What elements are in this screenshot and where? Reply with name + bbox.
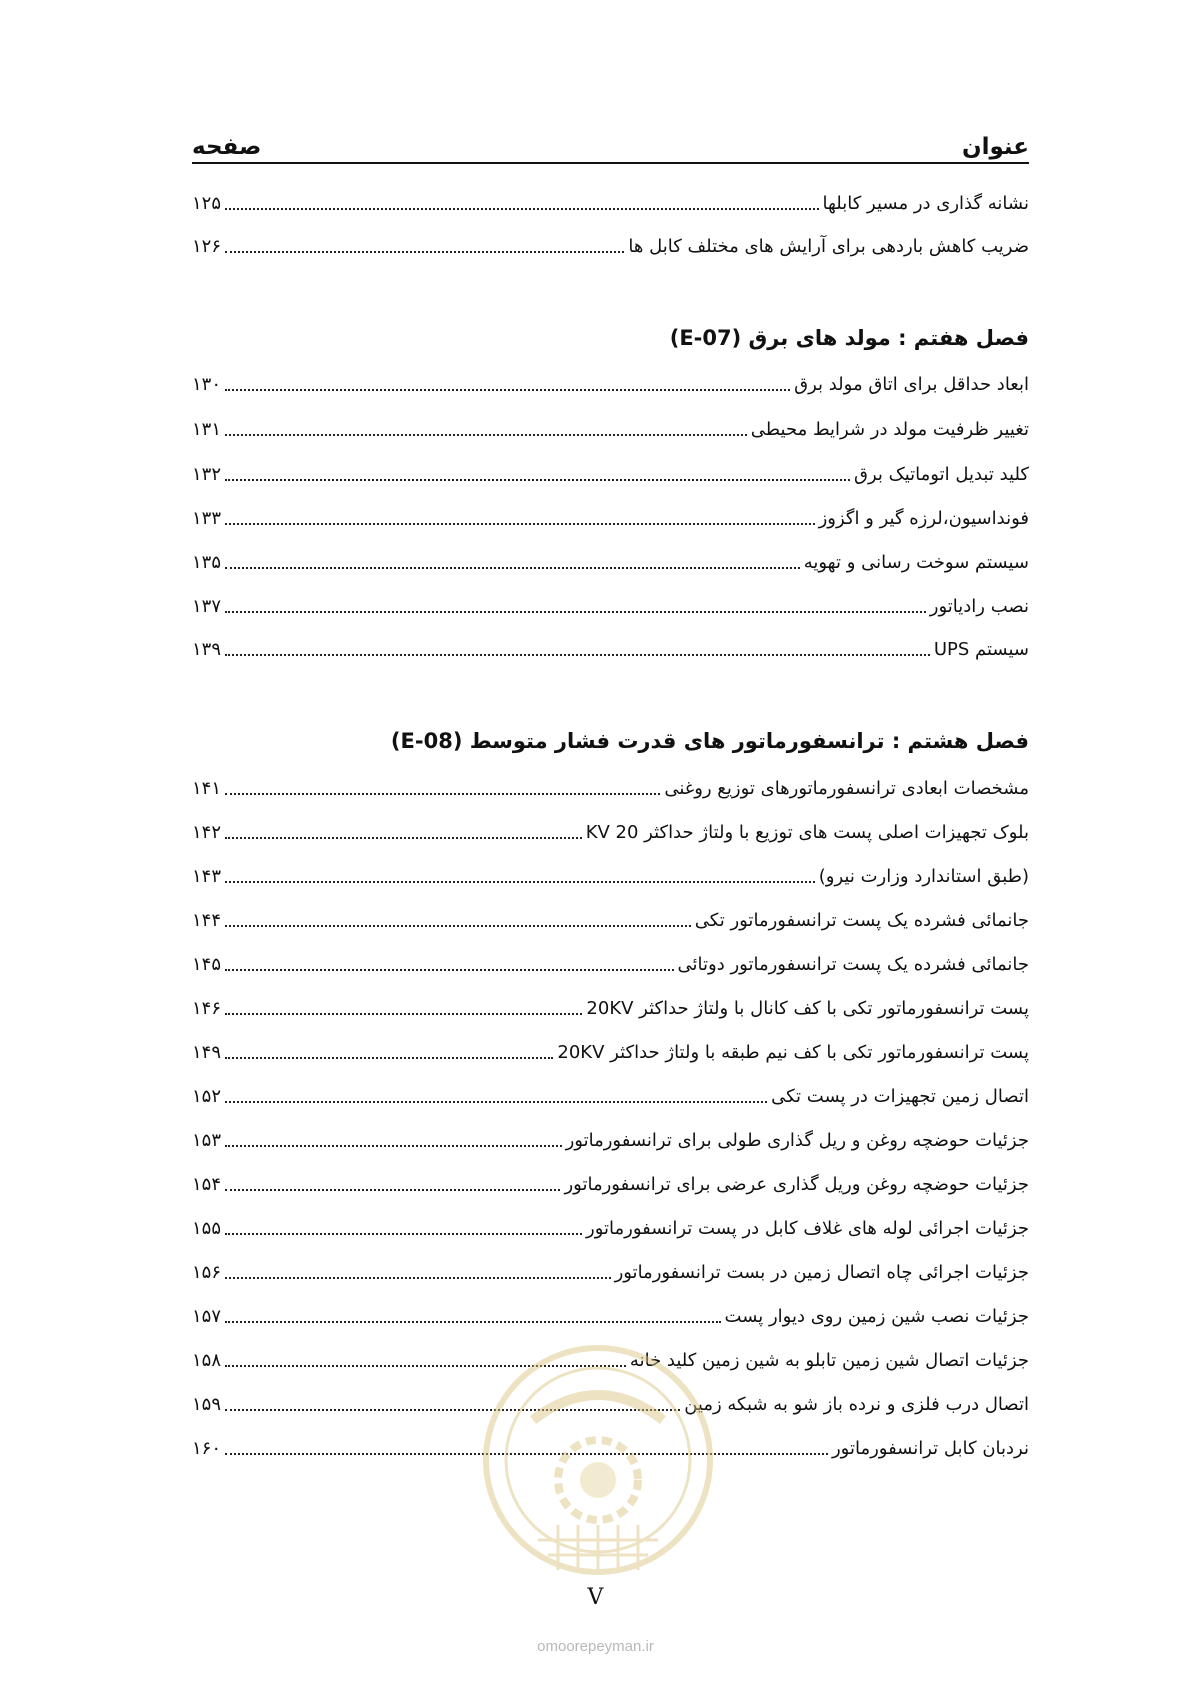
toc-entry-title: ضریب کاهش باردهی برای آرایش های مختلف کابل ها [628, 235, 1029, 257]
toc-leader-dots [225, 1057, 553, 1059]
toc-entry[interactable] [192, 458, 1029, 490]
toc-entry-page: ۱۴۹ [192, 1041, 222, 1063]
toc-entry[interactable] [192, 590, 1029, 622]
toc-entry[interactable] [192, 187, 1029, 219]
toc-entry-title: تغییر ظرفیت مولد در شرایط محیطی [750, 418, 1029, 440]
toc-entry-page: ۱۴۳ [192, 865, 222, 887]
toc-entry-title: جزئیات حوضچه روغن و ریل گذاری طولی برای ترانسفورماتور [565, 1129, 1029, 1151]
toc-leader-dots [225, 654, 930, 656]
toc-entry-title: اتصال زمین تجهیزات در پست تکی [771, 1085, 1029, 1107]
header-title-label: عنوان [961, 134, 1029, 160]
toc-entry-page: ۱۴۵ [192, 953, 222, 975]
toc-entry-page: ۱۴۴ [192, 909, 222, 931]
header-page-label: صفحه [192, 134, 262, 160]
toc-entry-title: جزئیات نصب شین زمین روی دیوار پست [724, 1305, 1029, 1327]
toc-entry[interactable] [192, 1168, 1029, 1200]
toc-entry-page: ۱۵۳ [192, 1129, 222, 1151]
toc-header [192, 128, 1029, 164]
chapter-heading: فصل هفتم : مولد های برق (E-07) [669, 326, 1029, 350]
chapter-heading: فصل هشتم : ترانسفورماتور های قدرت فشار متوسط (E-08) [390, 729, 1029, 753]
toc-entry-title: جزئیات حوضچه روغن وریل گذاری عرضی برای ترانسفورماتور [564, 1173, 1029, 1195]
toc-leader-dots [225, 881, 815, 883]
toc-leader-dots [225, 1145, 562, 1147]
toc-entry-title: سیستم سوخت رسانی و تهویه [803, 551, 1029, 573]
toc-leader-dots [225, 1277, 611, 1279]
toc-entry-title: (طبق استاندارد وزارت نیرو) [818, 865, 1029, 887]
toc-entry[interactable] [192, 860, 1029, 892]
watermark-seal-icon [478, 1340, 718, 1580]
toc-entry[interactable] [192, 1212, 1029, 1244]
toc-entry-page: ۱۴۱ [192, 777, 222, 799]
toc-entry-title: جزئیات اجرائی چاه اتصال زمین در بست ترانسفورماتور [614, 1261, 1029, 1283]
toc-leader-dots [225, 969, 674, 971]
toc-entry-page: ۱۵۵ [192, 1217, 222, 1239]
toc-leader-dots [225, 1233, 582, 1235]
toc-entry-page: ۱۵۹ [192, 1393, 222, 1415]
toc-leader-dots [225, 611, 926, 613]
toc-entry-title: کلید تبدیل اتوماتیک برق [854, 463, 1029, 485]
toc-leader-dots [225, 251, 624, 253]
toc-entry-title: بلوک تجهیزات اصلی پست های توزیع با ولتاژ حداکثر 20 KV [585, 821, 1029, 843]
toc-entry-title: جانمائی فشرده یک پست ترانسفورماتور تکی [694, 909, 1029, 931]
toc-entry-page: ۱۲۶ [192, 235, 222, 257]
toc-leader-dots [225, 479, 850, 481]
toc-leader-dots [225, 434, 747, 436]
toc-entry-page: ۱۳۱ [192, 418, 222, 440]
toc-entry[interactable] [192, 230, 1029, 262]
toc-entry-title: جانمائی فشرده یک پست ترانسفورماتور دوتائی [677, 953, 1029, 975]
toc-leader-dots [225, 1101, 767, 1103]
toc-entry[interactable] [192, 1124, 1029, 1156]
toc-entry[interactable] [192, 368, 1029, 400]
toc-entry-title: نردبان کابل ترانسفورماتور [831, 1437, 1029, 1459]
toc-entry[interactable] [192, 948, 1029, 980]
toc-entry-title: مشخصات ابعادی ترانسفورماتورهای توزیع روغنی [664, 777, 1029, 799]
toc-entry[interactable] [192, 633, 1029, 665]
toc-entry-page: ۱۲۵ [192, 192, 222, 214]
toc-entry[interactable] [192, 413, 1029, 445]
toc-leader-dots [225, 925, 691, 927]
toc-entry-title: ابعاد حداقل برای اتاق مولد برق [794, 373, 1029, 395]
toc-entry-title: جزئیات اجرائی لوله های غلاف کابل در پست ترانسفورماتور [586, 1217, 1029, 1239]
toc-entry-page: ۱۵۲ [192, 1085, 222, 1107]
toc-entry-page: ۱۵۶ [192, 1261, 222, 1283]
toc-entry-page: ۱۵۴ [192, 1173, 222, 1195]
toc-leader-dots [225, 567, 800, 569]
toc-entry-title: نصب رادیاتور [929, 595, 1029, 617]
toc-leader-dots [225, 837, 582, 839]
toc-entry[interactable] [192, 816, 1029, 848]
toc-entry-page: ۱۴۲ [192, 821, 222, 843]
toc-entry-title: جزئیات اتصال شین زمین تابلو به شین زمین کلید خانه [629, 1349, 1029, 1371]
toc-leader-dots [225, 523, 815, 525]
toc-entry[interactable] [192, 502, 1029, 534]
toc-leader-dots [225, 793, 660, 795]
toc-entry-page: ۱۳۳ [192, 507, 222, 529]
toc-entry-title: فونداسیون،لرزه گیر و اگزوز [818, 507, 1029, 529]
toc-entry-page: ۱۴۶ [192, 997, 222, 1019]
toc-entry-page: ۱۶۰ [192, 1437, 222, 1459]
toc-entry-page: ۱۵۸ [192, 1349, 222, 1371]
toc-leader-dots [225, 1321, 721, 1323]
toc-entry[interactable] [192, 772, 1029, 804]
toc-leader-dots [225, 208, 819, 210]
toc-entry[interactable] [192, 1080, 1029, 1112]
toc-entry-title: اتصال درب فلزی و نرده باز شو به شبکه زمین [684, 1393, 1029, 1415]
toc-entry-page: ۱۳۰ [192, 373, 222, 395]
toc-entry-title: سیستم UPS [933, 638, 1029, 660]
toc-entry[interactable] [192, 1300, 1029, 1332]
toc-entry-page: ۱۳۹ [192, 638, 222, 660]
toc-entry[interactable] [192, 546, 1029, 578]
toc-entry-title: نشانه گذاری در مسیر کابلها [822, 192, 1029, 214]
toc-entry-page: ۱۳۵ [192, 551, 222, 573]
toc-entry[interactable] [192, 992, 1029, 1024]
toc-entry[interactable] [192, 1256, 1029, 1288]
toc-entry-title: پست ترانسفورماتور تکی با کف نیم طبقه با ولتاژ حداکثر 20KV [557, 1041, 1029, 1063]
toc-entry[interactable] [192, 1036, 1029, 1068]
toc-entry-page: ۱۳۷ [192, 595, 222, 617]
toc-entry[interactable] [192, 904, 1029, 936]
toc-entry-title: پست ترانسفورماتور تکی با کف کانال با ولتاژ حداکثر 20KV [586, 997, 1029, 1019]
toc-leader-dots [225, 1013, 582, 1015]
website-watermark: omoorepeyman.ir [537, 1638, 654, 1655]
toc-entry-page: ۱۳۲ [192, 463, 222, 485]
toc-leader-dots [225, 389, 790, 391]
toc-entry-page: ۱۵۷ [192, 1305, 222, 1327]
page-number: V [587, 1585, 604, 1610]
toc-leader-dots [225, 1189, 560, 1191]
